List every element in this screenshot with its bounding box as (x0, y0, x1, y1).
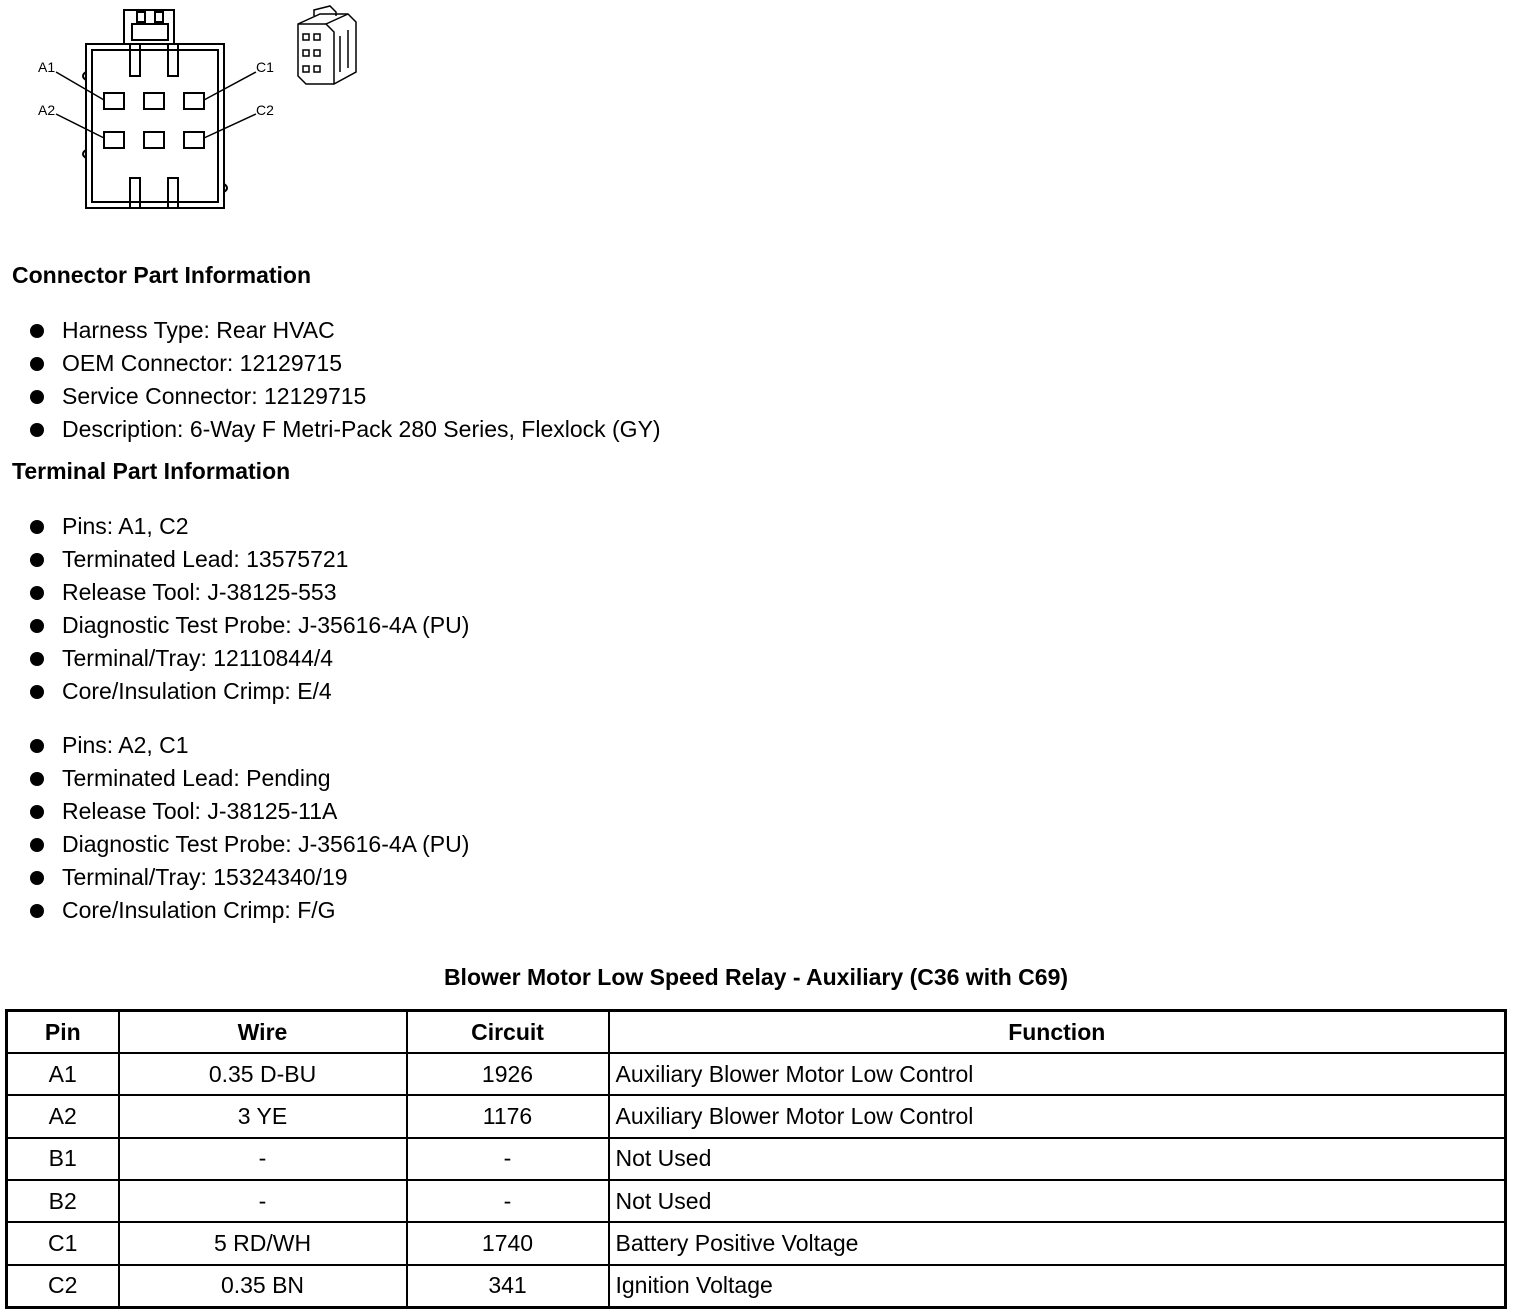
list-item: Terminal/Tray: 15324340/19 (0, 861, 469, 894)
header-function: Function (609, 1011, 1506, 1054)
list-item: Terminal/Tray: 12110844/4 (0, 642, 469, 675)
bullet-icon (30, 871, 44, 885)
cell-wire: - (119, 1180, 407, 1222)
pin-table-title: Blower Motor Low Speed Relay - Auxiliary (C36 with C69) (443, 964, 1069, 990)
bullet-icon (30, 324, 44, 338)
leader-a1 (56, 72, 104, 100)
cell-circuit: - (407, 1138, 609, 1180)
leader-a2 (56, 114, 104, 138)
connector-part-info-heading: Connector Part Information (12, 262, 312, 288)
list-item: Diagnostic Test Probe: J-35616-4A (PU) (0, 609, 469, 642)
table-row (7, 1053, 1506, 1095)
cell-circuit: - (407, 1180, 609, 1222)
header-circuit: Circuit (407, 1011, 609, 1054)
bullet-icon (30, 390, 44, 404)
list-item: Release Tool: J-38125-11A (0, 795, 469, 828)
pin-table (5, 1009, 1507, 1309)
key-bottom-left (130, 178, 140, 208)
cavity-a1 (104, 93, 124, 109)
connector-body (86, 44, 224, 208)
cell-function: Auxiliary Blower Motor Low Control (609, 1053, 1506, 1095)
list-item: Pins: A2, C1 (0, 729, 469, 762)
table-row (7, 1138, 1506, 1180)
cell-wire: 0.35 BN (119, 1265, 407, 1308)
cell-function: Battery Positive Voltage (609, 1222, 1506, 1264)
cell-function: Auxiliary Blower Motor Low Control (609, 1095, 1506, 1137)
cell-circuit: 341 (407, 1265, 609, 1308)
cell-pin: B2 (7, 1180, 119, 1222)
list-item: Pins: A1, C2 (0, 510, 469, 543)
bullet-icon (30, 357, 44, 371)
table-row (7, 1180, 1506, 1222)
list-item: OEM Connector: 12129715 (0, 347, 661, 380)
cell-wire: - (119, 1138, 407, 1180)
connector-body-inner (92, 50, 218, 202)
cell-pin: A1 (7, 1053, 119, 1095)
terminal-group-1-list (0, 510, 469, 708)
bullet-icon (30, 652, 44, 666)
list-item: Diagnostic Test Probe: J-35616-4A (PU) (0, 828, 469, 861)
list-item: Core/Insulation Crimp: E/4 (0, 675, 469, 708)
list-item: Service Connector: 12129715 (0, 380, 661, 413)
cell-function: Not Used (609, 1138, 1506, 1180)
connector-thumbnail (298, 6, 356, 84)
cell-function: Not Used (609, 1180, 1506, 1222)
bullet-icon (30, 838, 44, 852)
latch-tab-left (137, 12, 145, 22)
cell-circuit: 1176 (407, 1095, 609, 1137)
table-header-row (7, 1011, 1506, 1054)
pin-label-a2: A2 (38, 102, 56, 118)
key-top-left (130, 44, 140, 76)
bullet-icon (30, 685, 44, 699)
list-item: Terminated Lead: Pending (0, 762, 469, 795)
cell-circuit: 1926 (407, 1053, 609, 1095)
bullet-icon (30, 553, 44, 567)
cavity-b2 (144, 132, 164, 148)
bullet-icon (30, 805, 44, 819)
connector-diagram (0, 0, 380, 220)
terminal-part-info-heading: Terminal Part Information (12, 458, 291, 484)
header-wire: Wire (119, 1011, 407, 1054)
bullet-icon (30, 586, 44, 600)
bullet-icon (30, 619, 44, 633)
cell-wire: 5 RD/WH (119, 1222, 407, 1264)
cell-pin: A2 (7, 1095, 119, 1137)
cell-pin: C1 (7, 1222, 119, 1264)
list-item: Harness Type: Rear HVAC (0, 314, 661, 347)
header-pin: Pin (7, 1011, 119, 1054)
cell-wire: 3 YE (119, 1095, 407, 1137)
cell-function: Ignition Voltage (609, 1265, 1506, 1308)
cavity-b1 (144, 93, 164, 109)
connector-latch-inner (132, 24, 168, 40)
cavity-a2 (104, 132, 124, 148)
pin-label-c2: C2 (256, 102, 274, 118)
table-row (7, 1265, 1506, 1308)
table-row (7, 1095, 1506, 1137)
terminal-group-2-list (0, 729, 469, 927)
cell-pin: C2 (7, 1265, 119, 1308)
leader-c2 (204, 114, 256, 138)
bullet-icon (30, 520, 44, 534)
cell-wire: 0.35 D-BU (119, 1053, 407, 1095)
key-top-right (168, 44, 178, 76)
bullet-icon (30, 739, 44, 753)
pin-label-c1: C1 (256, 59, 274, 75)
list-item: Release Tool: J-38125-553 (0, 576, 469, 609)
cell-circuit: 1740 (407, 1222, 609, 1264)
table-row (7, 1222, 1506, 1264)
latch-tab-right (155, 12, 163, 22)
list-item: Description: 6-Way F Metri-Pack 280 Series, Flexlock (GY) (0, 413, 661, 446)
key-bottom-right (168, 178, 178, 208)
list-item: Core/Insulation Crimp: F/G (0, 894, 469, 927)
cavity-c2 (184, 132, 204, 148)
connector-info-list (0, 314, 661, 446)
pin-label-a1: A1 (38, 59, 56, 75)
bullet-icon (30, 423, 44, 437)
cell-pin: B1 (7, 1138, 119, 1180)
bullet-icon (30, 904, 44, 918)
bullet-icon (30, 772, 44, 786)
cavity-c1 (184, 93, 204, 109)
list-item: Terminated Lead: 13575721 (0, 543, 469, 576)
leader-c1 (204, 72, 256, 100)
